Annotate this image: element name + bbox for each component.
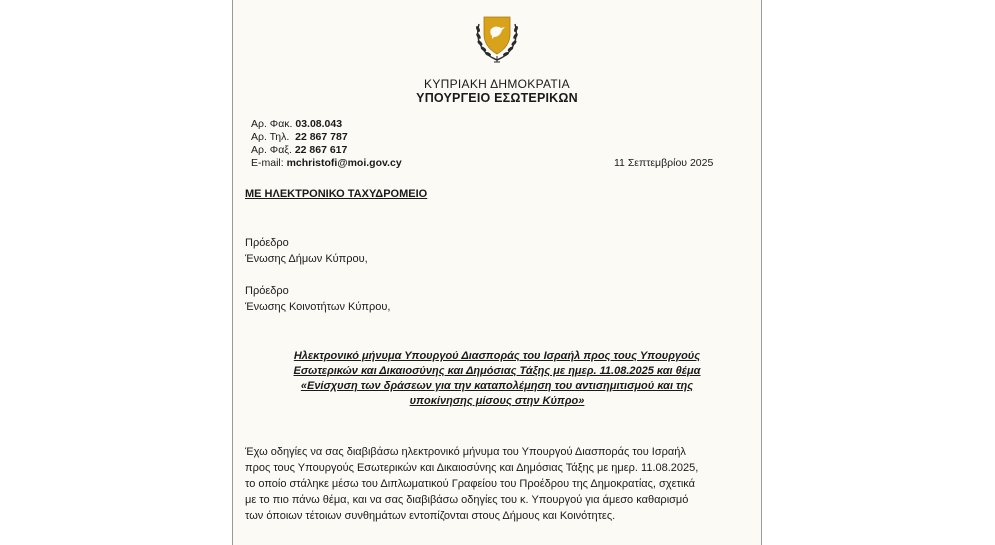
fax-line	[251, 144, 347, 156]
subject-line: «Ενίσχυση των δράσεων για την καταπολέμηση του αντισημιτισμού και της	[300, 380, 694, 392]
body-line: με το πιο πάνω θέμα, και να σας διαβιβάσω οδηγίες του κ. Υπουργού για άμεσο καθαρισμό	[245, 494, 689, 506]
fax-label: Αρ. Φαξ.	[251, 144, 292, 156]
file-number-label: Αρ. Φακ.	[251, 118, 293, 130]
recipient-2-org: Ένωσης Κοινοτήτων Κύπρου,	[245, 301, 391, 313]
republic-name: ΚΥΠΡΙΑΚΗ ΔΗΜΟΚΡΑΤΙΑ	[424, 77, 570, 91]
fax-value: 22 867 617	[294, 144, 348, 156]
recipient-2-title: Πρόεδρο	[245, 285, 289, 297]
coat-of-arms-emblem	[470, 12, 524, 66]
subject-line: Ηλεκτρονικό μήνυμα Υπουργού Διασποράς του Ισραήλ προς τους Υπουργούς	[293, 350, 701, 362]
letter-date: 11 Σεπτεμβρίου 2025	[614, 157, 714, 169]
phone-value: 22 867 787	[295, 131, 348, 143]
file-number-value: 03.08.043	[295, 118, 343, 130]
ministry-name: ΥΠΟΥΡΓΕΙΟ ΕΣΩΤΕΡΙΚΩΝ	[416, 91, 578, 105]
file-number-line	[251, 118, 342, 130]
email-line	[251, 157, 402, 169]
phone-line	[251, 131, 348, 143]
email-label: E-mail:	[251, 157, 284, 169]
body-line: των όποιων τέτοιων συνθημάτων εντοπίζονται στους Δήμους και Κοινότητες.	[245, 510, 616, 522]
body-line: το οποίο στάληκε μέσω του Διπλωματικού Γραφείου του Προέδρου της Δημοκρατίας, σχετικά	[245, 478, 696, 490]
subject-heading	[252, 349, 742, 409]
delivery-method: ΜΕ ΗΛΕΚΤΡΟΝΙΚΟ ΤΑΧΥΔΡΟΜΕΙΟ	[245, 188, 428, 200]
phone-label: Αρ. Τηλ.	[251, 131, 290, 143]
body-line: Έχω οδηγίες να σας διαβιβάσω ηλεκτρονικό μήνυμα του Υπουργού Διασποράς του Ισραήλ	[245, 446, 686, 458]
subject-line: Εσωτερικών και Δικαιοσύνης και Δημόσιας Τάξης με ημερ. 11.08.2025 και θέμα	[293, 365, 701, 377]
email-value: mchristofi@moi.gov.cy	[286, 157, 402, 169]
body-line: προς τους Υπουργούς Εσωτερικών και Δικαιοσύνης και Δημόσιας Τάξης με ημερ. 11.08.2025,	[245, 462, 699, 474]
recipient-1-title: Πρόεδρο	[245, 237, 289, 249]
recipient-1-org: Ένωσης Δήμων Κύπρου,	[245, 253, 368, 265]
subject-line: υποκίνησης μίσους στην Κύπρο»	[409, 395, 585, 407]
